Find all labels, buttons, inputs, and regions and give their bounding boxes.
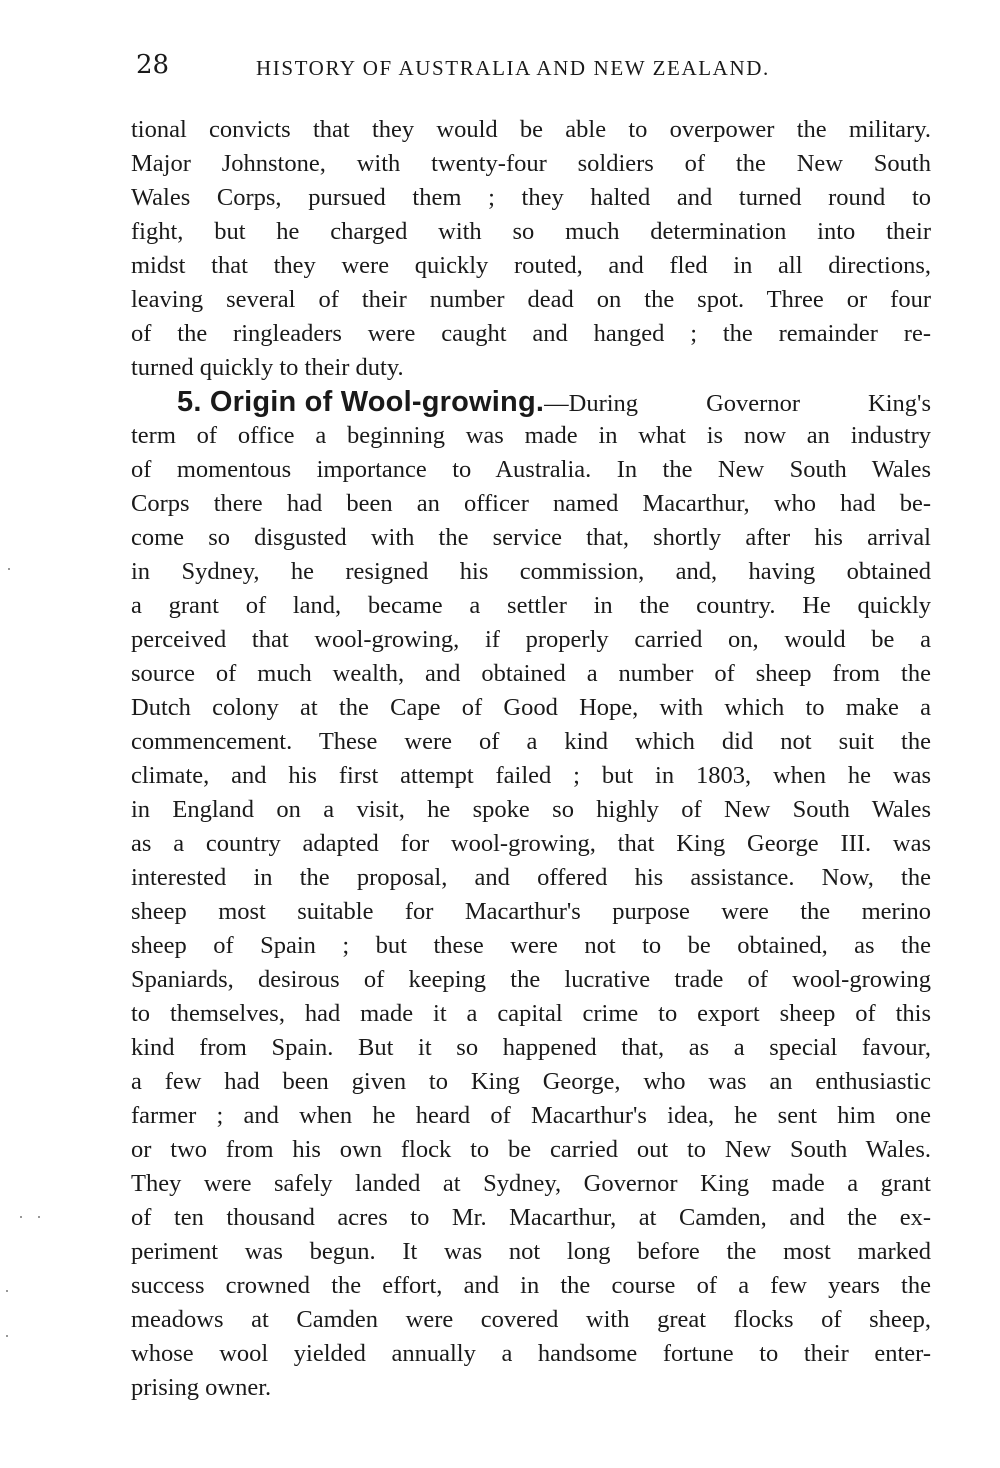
text-line: leaving several of their number dead on the spot. Three or four [131,286,931,313]
text-line: farmer ; and when he heard of Macarthur's idea, he sent him one [131,1102,931,1129]
text-line: periment was begun. It was not long before the most marked [131,1238,931,1265]
text-line: turned quickly to their duty. [131,354,404,381]
running-title: HISTORY OF AUSTRALIA AND NEW ZEALAND. [256,56,770,80]
speck [8,568,10,570]
text-line: term of office a beginning was made in what is now an industry [131,422,931,449]
section-heading: 5. Origin of Wool-growing. [177,386,545,418]
text-line: sheep most suitable for Macarthur's purpose were the merino [131,898,931,925]
text-line: Corps there had been an officer named Macarthur, who had be- [131,490,931,517]
text-line: of momentous importance to Australia. In the New South Wales [131,456,931,483]
body-text [131,113,931,1405]
text-line: They were safely landed at Sydney, Governor King made a grant [131,1170,931,1197]
text-line: kind from Spain. But it so happened that, as a special favour, [131,1034,931,1061]
text-line: to themselves, had made it a capital crime to export sheep of this [131,1000,931,1027]
text-line: in England on a visit, he spoke so highly of New South Wales [131,796,931,823]
text-line: of the ringleaders were caught and hanged ; the remainder re- [131,320,931,347]
text-line: commencement. These were of a kind which did not suit the [131,728,931,755]
text-line: come so disgusted with the service that, shortly after his arrival [131,524,931,551]
text-line: fight, but he charged with so much determination into their [131,218,931,245]
text-line: a grant of land, became a settler in the country. He quickly [131,592,931,619]
text-line: of ten thousand acres to Mr. Macarthur, at Camden, and the ex- [131,1204,931,1231]
text-line: Spaniards, desirous of keeping the lucrative trade of wool-growing [131,966,931,993]
margin-specks [0,0,60,1468]
text-line: a few had been given to King George, who was an enthusiastic [131,1068,931,1095]
text-line: prising owner. [131,1374,272,1401]
text-line: midst that they were quickly routed, and fled in all directions, [131,252,931,279]
text-line: Wales Corps, pursued them ; they halted and turned round to [131,184,931,211]
text-line: perceived that wool-growing, if properly carried on, would be a [131,626,931,653]
text-line: in Sydney, he resigned his commission, and, having obtained [131,558,931,585]
text-line: source of much wealth, and obtained a number of sheep from the [131,660,931,687]
speck [6,1335,8,1337]
section-heading-line [131,385,931,419]
text-line: interested in the proposal, and offered his assistance. Now, the [131,864,931,891]
text-line: climate, and his first attempt failed ; but in 1803, when he was [131,762,931,789]
section-lead-text: —During Governor King's [544,390,931,417]
text-line: Dutch colony at the Cape of Good Hope, with which to make a [131,694,931,721]
text-line: meadows at Camden were covered with great flocks of sheep, [131,1306,931,1333]
text-line: Major Johnstone, with twenty-four soldiers of the New South [131,150,931,177]
text-line: tional convicts that they would be able to overpower the military. [131,116,931,143]
page-number: 28 [136,50,170,80]
text-line: sheep of Spain ; but these were not to be obtained, as the [131,932,931,959]
text-line: whose wool yielded annually a handsome fortune to their enter- [131,1340,931,1367]
speck [20,1216,22,1218]
text-line: as a country adapted for wool-growing, that King George III. was [131,830,931,857]
speck [38,1216,40,1218]
text-line: success crowned the effort, and in the course of a few years the [131,1272,931,1299]
speck [6,1290,8,1292]
text-line: or two from his own flock to be carried out to New South Wales. [131,1136,931,1163]
